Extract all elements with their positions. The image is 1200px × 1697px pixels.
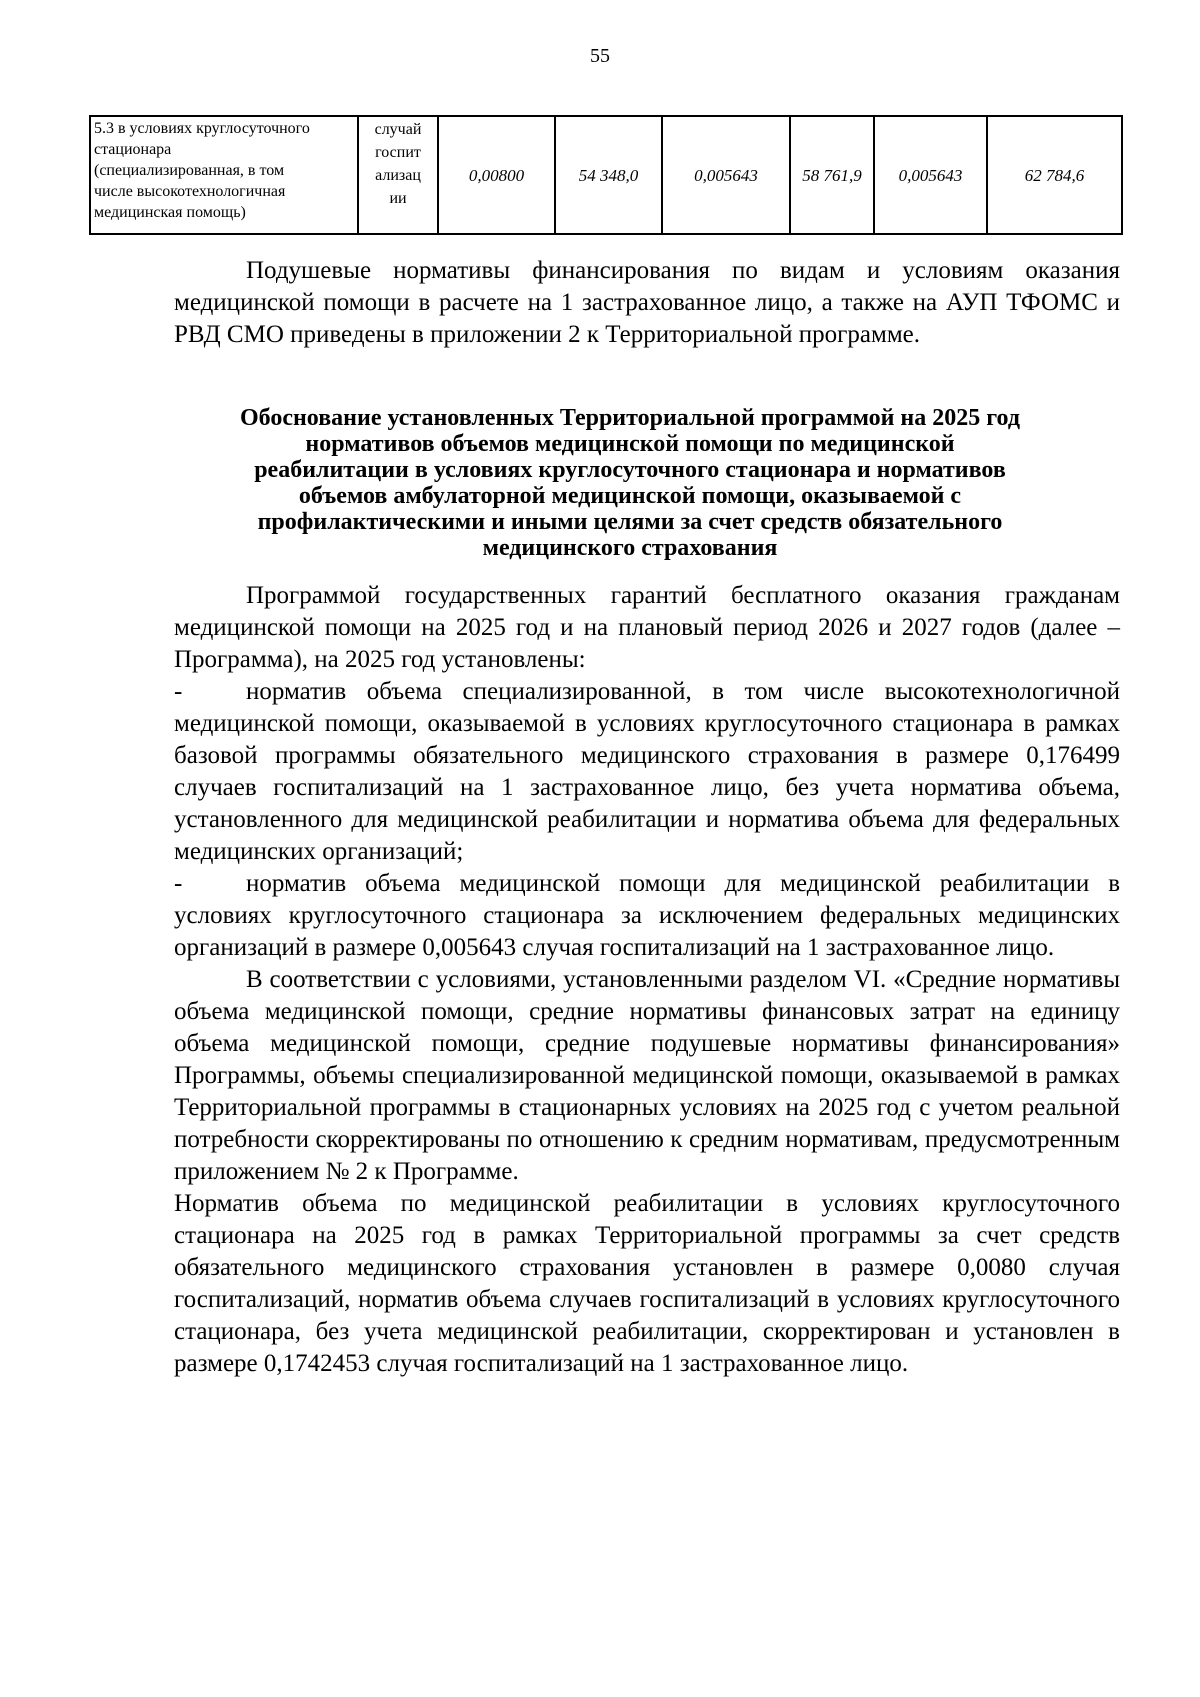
heading-line: нормативов объемов медицинской помощи по медицинской xyxy=(305,431,955,457)
table-row xyxy=(90,116,1122,234)
value-cell: 54 348,0 xyxy=(555,116,662,234)
heading-line: профилактическими и иными целями за счет средств обязательного xyxy=(257,509,1003,535)
intro-paragraph: Программой государственных гарантий бесплатного оказания гражданам медицинской помощи на 2025 год и на плановый период 2026 и 2027 годов (далее – Программа), на 2025 год установлены: xyxy=(174,582,1120,673)
page-number: 55 xyxy=(590,45,610,67)
heading-line: реабилитации в условиях круглосуточного стационара и нормативов xyxy=(254,457,1006,483)
value-cell: 58 761,9 xyxy=(790,116,874,234)
body-text xyxy=(174,580,1120,1380)
section-heading xyxy=(150,405,1110,561)
correspondence-paragraph: В соответствии с условиями, установленными разделом VI. «Средние нормативы объема медицинской помощи, средние нормативы финансовых затрат на единицу объема медицинской помощи, средние подушевые нормативы финансирования» Программы, объемы специализированной медицинской помощи, оказываемой в рамках Территориальной программы в стационарных условиях на 2025 год с учетом реальной потребности скорректированы по отношению к средним нормативам, предусмотренным приложением № 2 к Программе. xyxy=(174,966,1120,1185)
rehab-norm-paragraph: Норматив объема по медицинской реабилитации в условиях круглосуточного стационара на 2025 год в рамках Территориальной программы за счет средств обязательного медицинского страхования установлен в размере 0,0080 случая госпитализаций, норматив объема случаев госпитализаций в условиях круглосуточного стационара, без учета медицинской реабилитации, скорректирован и установлен в размере 0,1742453 случая госпитализаций на 1 застрахованное лицо. xyxy=(174,1190,1120,1377)
heading-line: медицинского страхования xyxy=(482,535,778,561)
bullet-text: норматив объема специализированной, в том числе высокотехнологичной медицинской помощи, оказываемой в условиях круглосуточного стационара в рамках базовой программы обязательного медицинского страхования в размере 0,176499 случаев госпитализаций на 1 застрахованное лицо, без учета норматива объема, установленного для медицинской реабилитации и норматива объема для федеральных медицинских организаций; xyxy=(174,678,1120,865)
row-label-line: 5.3 в условиях круглосуточного xyxy=(94,120,310,137)
value-cell: 0,00800 xyxy=(438,116,555,234)
bullet-text: норматив объема медицинской помощи для медицинской реабилитации в условиях круглосуточного стационара за исключением федеральных медицинских организаций в размере 0,005643 случая госпитализаций на 1 застрахованное лицо. xyxy=(174,870,1120,961)
value-cell: 0,005643 xyxy=(874,116,987,234)
unit-line: ии xyxy=(389,190,407,207)
bullet-dash: - xyxy=(174,870,183,897)
per-capita-section xyxy=(174,255,1120,351)
bullet-dash: - xyxy=(174,678,183,705)
row-label-line: (специализированная, в том xyxy=(94,162,285,179)
unit-line: госпит xyxy=(375,144,421,161)
row-label-cell xyxy=(90,116,358,234)
bullet-item xyxy=(174,868,1120,964)
value-cell: 0,005643 xyxy=(662,116,790,234)
per-capita-paragraph: Подушевые нормативы финансирования по видам и условиям оказания медицинской помощи в расчете на 1 застрахованное лицо, а также на АУП ТФОМС и РВД СМО приведены в приложении 2 к Территориальной программе. xyxy=(174,257,1120,348)
value-cell: 62 784,6 xyxy=(987,116,1122,234)
heading-line: Обоснование установленных Территориальной программой на 2025 год xyxy=(239,405,1021,431)
bullet-item xyxy=(174,676,1120,868)
unit-cell xyxy=(358,116,438,234)
norm-table xyxy=(89,115,1123,235)
unit-line: ализац xyxy=(375,167,421,184)
unit-line: случай xyxy=(374,121,422,138)
heading-line: объемов амбулаторной медицинской помощи, оказываемой с xyxy=(298,483,962,509)
row-label-line: медицинская помощь) xyxy=(94,204,246,221)
row-label-line: стационара xyxy=(94,141,172,158)
row-label-line: числе высокотехнологичная xyxy=(94,183,286,200)
